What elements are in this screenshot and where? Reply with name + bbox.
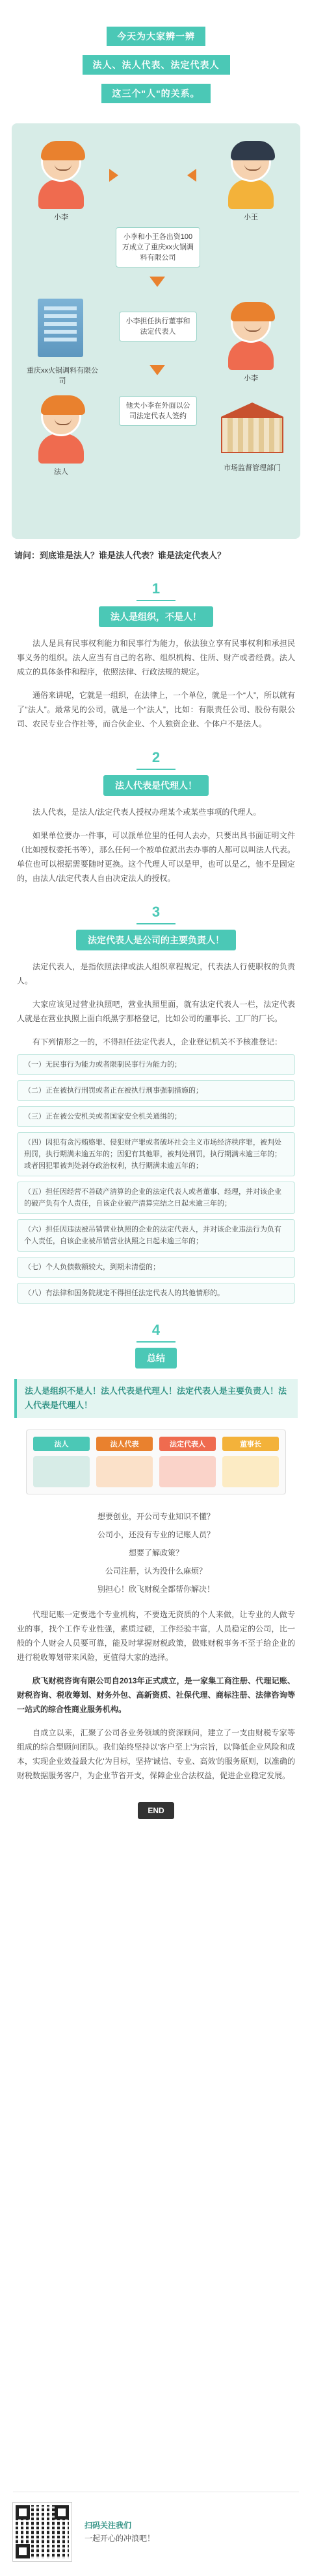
list-item: （三）正在被公安机关或者国家安全机关通缉的； [17,1106,295,1127]
company-building-icon [38,299,83,357]
person-avatar-icon [231,303,271,343]
qa-line: 公司注册，认为没什么麻烦？ [105,1567,207,1576]
footer [13,2492,299,2563]
paragraph: 法人是具有民事权利能力和民事行为能力，依法独立享有民事权利和承担民事义务的组织。法人应当有自己的名称、组织机构、住所、财产或者经费。法人成立的具体条件和程序，依照法律、行政法规的规定。 [17,639,295,676]
column-header: 法人 [33,1437,90,1451]
column-header: 董事长 [222,1437,279,1451]
person-xiaoli [35,142,87,222]
qr-code-icon[interactable] [13,2503,72,2561]
paragraph: 法定代表人，是指依照法律或法人组织章程规定，代表法人行使职权的负责人。 [17,962,295,985]
section-2-header [0,749,312,796]
person-icon [159,1456,216,1487]
person-legal [35,396,87,477]
end-badge: END [138,1802,174,1819]
paragraph: 通俗来讲呢，它就是一组织，在法律上，一个单位，就是一个“人”，所以就有了“法人”。最常见的公司，就是一个“法人”，比如：有限责任公司、股份有限公司、农民专业合作社等，而合伙企业、个人独资企业、个体户不是法人。 [17,691,295,728]
list-item: （五）担任因经营不善破产清算的企业的法定代表人或者董事、经理，并对该企业的破产负有个人责任，自该企业破产清算完结之日起未逾三年的； [17,1182,295,1214]
intro-block [0,0,312,123]
government-building-icon [221,402,283,453]
list-item: （七）个人负债数额较大，到期未清偿的； [17,1257,295,1278]
person-xiaowang [225,142,277,222]
section-title: 法定代表人是公司的主要负责人！ [76,930,236,950]
arrow-left-icon [187,169,196,182]
paragraph: 大家应该见过营业执照吧，营业执照里面，就有法定代表人一栏，法定代表人就是在营业执照上面白纸黑字那格登记，比如公司的董事长、工厂的厂长。 [17,1000,295,1023]
section-number: 4 [151,1322,161,1338]
arrow-down-icon [150,365,165,375]
table-column [159,1437,216,1487]
building-icon [33,1456,90,1487]
section-title: 总结 [135,1348,177,1368]
paragraph: 法人代表，是法人/法定代表人授权办理某个或某些事项的代理人。 [32,808,261,817]
arrow-right-icon [109,169,118,182]
column-header: 法定代表人 [159,1437,216,1451]
list-item: （二）正在被执行刑罚或者正在被执行刑事强制措施的； [17,1080,295,1101]
person-left-label: 小李 [54,214,68,221]
column-header: 法人代表 [96,1437,153,1451]
qa-line: 别担心！欣飞财税全都帮你解决！ [97,1585,214,1594]
footer-text [84,2519,155,2545]
list-item: （一）无民事行为能力或者限制民事行为能力的； [17,1054,295,1075]
paragraph: 欣飞财税咨询有限公司自2013年正式成立，是一家集工商注册、代理记账、财税咨询、税收筹划、财务外包、高新资质、社保代理、商标注册、法律咨询等一站式的综合性商业服务机构。 [17,1676,295,1714]
table-column [33,1437,90,1487]
list-item: （六）担任因违法被吊销营业执照的企业的法定代表人，并对该企业违法行为负有个人责任，自该企业被吊销营业执照之日起未逾三年的； [17,1219,295,1252]
intro-line-2: 法人、法人代表、法定代表人 [83,55,230,75]
paragraph: 代理记账一定要选个专业机构，不要选无资质的个人来做，让专业的人做专业的事，找个工作专业性强，素质过硬，工作经验丰富，人员稳定的公司，比一般的个人财会人员要可靠，能及时掌握财税政策，做账财税事务不至于给企业的进行税收筹划带来风险，更值得大家的选择。 [17,1610,295,1662]
person-right2-label: 小李 [244,375,258,382]
person-icon [222,1456,279,1487]
person-avatar-icon [41,142,81,182]
intro-line-3: 这三个"人"的关系。 [101,84,210,103]
illus-box-3: 他夫小李在外面以公司法定代表人签约 [119,396,197,426]
section-number: 2 [151,749,161,765]
company-label: 重庆xx火锅调料有限公司 [27,367,98,385]
gov-label: 市场监督管理部门 [224,464,281,472]
paragraph: 自成立以来，汇聚了公司各业务领域的资深顾问，建立了一支由财税专家等组成的综合型顾问团队。我们始终坚持以'客户至上'为宗旨，以'降低企业风险和成本，实现企业效益最大化'为目标，坚持'诚信、专业、高效'的服务原则，以准确的财税数据服务客户，为企业节省开支，保障企业合法权益，促进企业稳定发展。 [17,1728,295,1780]
qa-block [0,1507,312,1598]
summary-bar: 法人是组织不是人！法人代表是代理人！法定代表人是主要负责人！法人代表是代理人！ [14,1379,298,1418]
arrow-down-icon [150,277,165,287]
paragraph: 如果单位要办一件事，可以派单位里的任何人去办，只要出具书面证明文件（比如授权委托书等），那么任何一个被单位派出去办事的人都可以叫法人代表。单位也可以根据需要随时更换。这个代理人可以是甲，也可以是乙，他不是固定的，由法人/法定代表人自由决定法人的授权。 [17,831,295,883]
comparison-table [26,1430,286,1494]
person-avatar-icon [41,396,81,436]
section-3-header [0,904,312,950]
question-text: 请问：到底谁是法人？谁是法人代表？谁是法定代表人？ [14,551,226,560]
table-column [222,1437,279,1487]
section-number: 3 [151,904,161,920]
section-title: 法人是组织，不是人！ [99,606,213,627]
paragraph: 有下列情形之一的，不得担任法定代表人，企业登记机关不予核准登记： [32,1037,283,1046]
illustration-panel [12,123,300,539]
footer-line-2: 一起开心的冲浪吧！ [84,2533,155,2543]
person-icon [96,1456,153,1487]
illus-box-1: 小李和小王各出资100万成立了重庆xx火锅调料有限公司 [116,227,200,267]
qa-line: 公司小，还没有专业的记账人员？ [97,1530,214,1539]
list-item: （四）因犯有贪污贿赂罪、侵犯财产罪或者破坏社会主义市场经济秩序罪，被判处刑罚，执行期满未逾五年的；因犯有其他罪，被判处刑罚，执行期满未逾三年的；或者因犯罪被判处剥夺政治权利，执行期满未逾五年的； [17,1132,295,1176]
person-avatar-icon [231,142,271,182]
list-item: （八）有法律和国务院规定不得担任法定代表人的其他情形的。 [17,1283,295,1304]
table-column [96,1437,153,1487]
illus-box-2: 小李担任执行董事和法定代表人 [119,312,197,341]
intro-line-1: 今天为大家辨一辨 [107,27,205,46]
qa-line: 想要了解政策？ [128,1548,183,1557]
section-title: 法人代表是代理人！ [103,775,209,796]
section-4-header [0,1322,312,1368]
person-xiaoli-2 [225,303,277,383]
qa-line: 想要创业，开公司专业知识不懂？ [97,1512,214,1521]
footer-line-1: 扫码关注我们 [84,2520,132,2530]
section-1-header [0,580,312,627]
legal-label: 法人 [54,468,68,476]
section-number: 1 [151,580,161,597]
person-right-label: 小王 [244,214,258,221]
